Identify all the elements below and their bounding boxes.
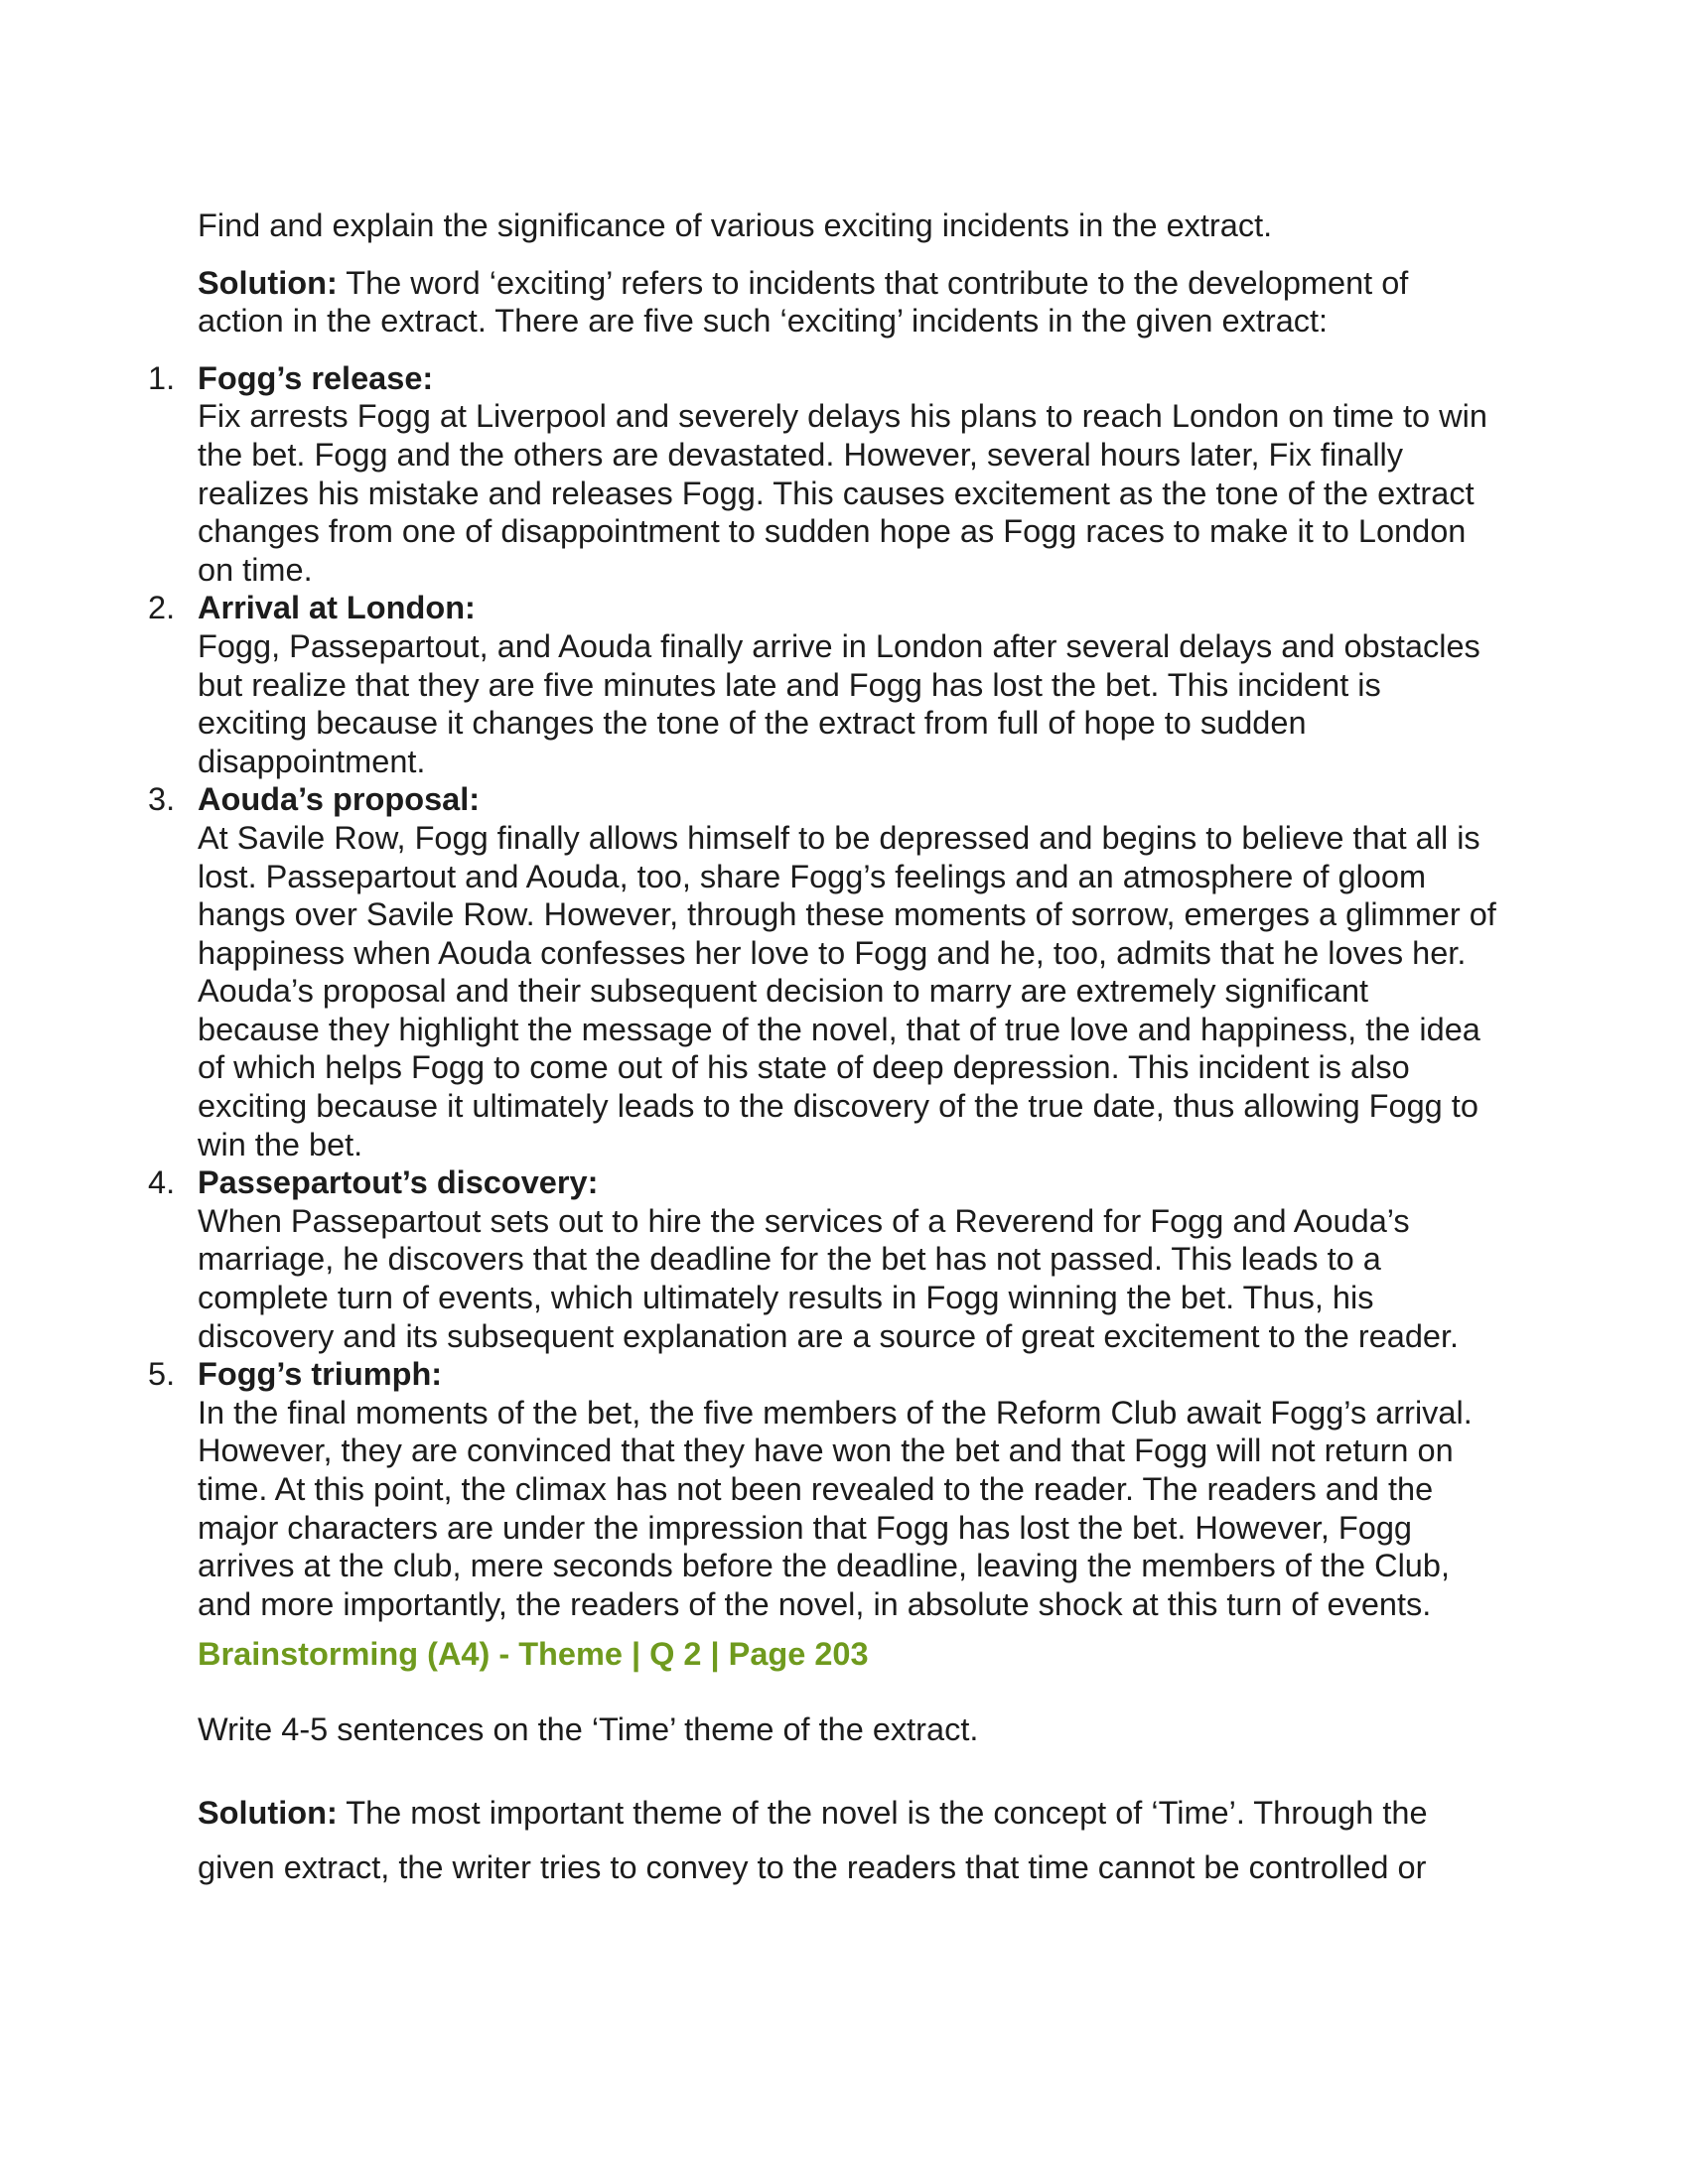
list-item-body: Fix arrests Fogg at Liverpool and severely delays his plans to reach London on time to win the bet. Fogg and the others are devastated. However, several hours later, Fix finally realizes his mistake and releases Fogg. This causes excitement as the tone of the extract changes from one of disappointment to sudden hope as Fogg races to make it to London on time. [198, 398, 1487, 588]
list-item-heading: Passepartout’s discovery: [198, 1164, 599, 1201]
solution-paragraph [198, 1786, 1498, 1895]
list-item [148, 1163, 1498, 1355]
list-item [148, 1355, 1498, 1623]
solution-text: The word ‘exciting’ refers to incidents that contribute to the development of action in the extract. There are five such ‘exciting’ incidents in the given extract: [198, 264, 1409, 340]
list-number: 3. [148, 781, 176, 818]
list-item-heading: Aouda’s proposal: [198, 781, 481, 818]
list-item [148, 780, 1498, 1163]
list-number: 4. [148, 1164, 176, 1201]
list-item [148, 589, 1498, 780]
list-item-body: At Savile Row, Fogg finally allows himself to be depressed and begins to believe that all is lost. Passepartout and Aouda, too, share Fogg’s feelings and an atmosphere of gloom hangs over Savile Row. However, through these moments of sorrow, emerges a glimmer of happiness when Aouda confesses her love to Fogg and he, too, admits that he loves her. Aouda’s proposal and their subsequent decision to marry are extremely significant because they highlight the message of the novel, that of true love and happiness, the idea of which helps Fogg to come out of his state of deep depression. This incident is also exciting because it ultimately leads to the discovery of the true date, thus allowing Fogg to win the bet. [198, 819, 1496, 1162]
page-content [148, 206, 1498, 1895]
list-number: 1. [148, 359, 176, 396]
list-item-heading: Fogg’s release: [198, 359, 434, 396]
list-number: 5. [148, 1356, 176, 1393]
list-item-heading: Fogg’s triumph: [198, 1356, 443, 1393]
question-text: Find and explain the significance of various exciting incidents in the extract. [198, 207, 1273, 243]
list-item-body: When Passepartout sets out to hire the services of a Reverend for Fogg and Aouda’s marriage, he discovers that the deadline for the bet has not passed. This leads to a complete turn of events, which ultimately results in Fogg winning the bet. Thus, his discovery and its subsequent explanation are a source of great excitement to the reader. [198, 1202, 1460, 1354]
list-item-body: Fogg, Passepartout, and Aouda finally arrive in London after several delays and obstacles but realize that they are five minutes late and Fogg has lost the bet. This incident is exciting because it changes the tone of the extract from full of hope to sudden disappointment. [198, 627, 1480, 779]
section-heading: Brainstorming (A4) - Theme | Q 2 | Page 203 [198, 1636, 869, 1673]
solution-paragraph [198, 264, 1498, 341]
solution-label: Solution: [198, 264, 338, 301]
solution-text: The most important theme of the novel is the concept of ‘Time’. Through the given extract, the writer tries to convey to the readers that time cannot be controlled or [198, 1794, 1428, 1885]
solution-label: Solution: [198, 1794, 338, 1831]
incident-list [148, 359, 1498, 1624]
question-text: Write 4-5 sentences on the ‘Time’ theme of the extract. [198, 1710, 979, 1747]
list-item [148, 359, 1498, 590]
list-item-heading: Arrival at London: [198, 590, 476, 626]
list-number: 2. [148, 590, 176, 626]
list-item-body: In the final moments of the bet, the five members of the Reform Club await Fogg’s arrival. However, they are convinced that they have won the bet and that Fogg will not return on time. At this point, the climax has not been revealed to the reader. The readers and the major characters are under the impression that Fogg has lost the bet. However, Fogg arrives at the club, mere seconds before the deadline, leaving the members of the Club, and more importantly, the readers of the novel, in absolute shock at this turn of events. [198, 1394, 1473, 1622]
